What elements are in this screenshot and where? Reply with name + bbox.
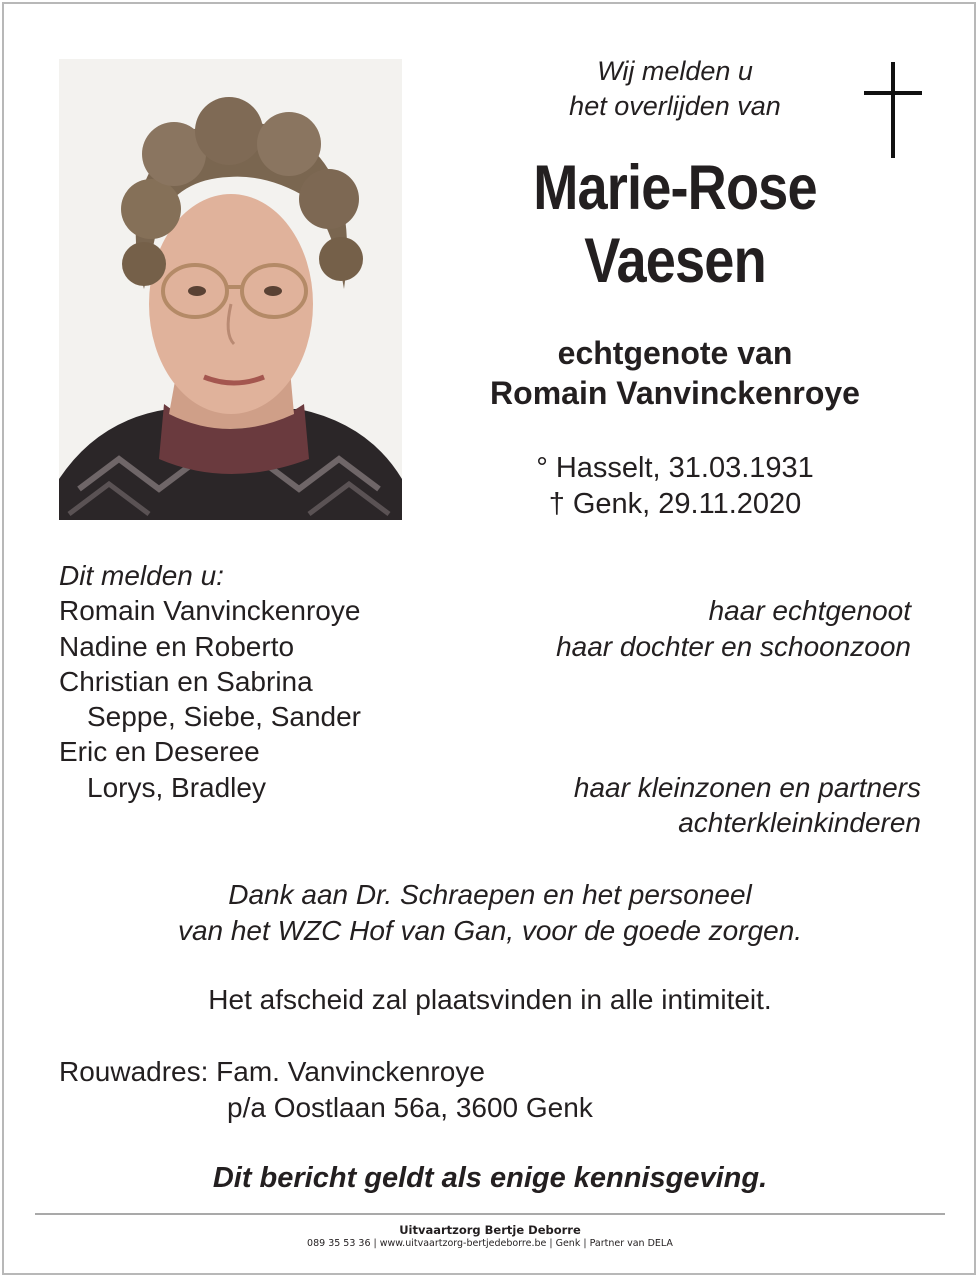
family-name: Nadine en Roberto [59, 630, 295, 662]
family-relation: achterkleinkinderen [678, 807, 921, 839]
spouse-label: echtgenote van [557, 335, 793, 371]
family-row [59, 734, 921, 769]
footer-company: Uitvaartzorg Bertje Deborre [399, 1223, 581, 1237]
family-row [59, 770, 921, 805]
footer-divider [35, 1213, 945, 1215]
intro-line-2: het overlijden van [569, 91, 781, 121]
thanks-text [60, 877, 920, 949]
family-row [59, 699, 921, 734]
intro-line-1: Wij melden u [597, 56, 753, 86]
announcement-list [59, 558, 921, 840]
family-name: Seppe, Siebe, Sander [87, 701, 361, 733]
family-name: Christian en Sabrina [59, 665, 313, 697]
address-line-1: Rouwadres: Fam. Vanvinckenroye [59, 1056, 485, 1087]
deceased-last-name: Vaesen [584, 226, 766, 296]
footer-contact: 089 35 53 36 | www.uitvaartzorg-bertjedeborre.be | Genk | Partner van DELA [307, 1238, 673, 1249]
family-name: Romain Vanvinckenroye [59, 595, 361, 627]
portrait-photo [59, 59, 402, 520]
family-relation: haar dochter en schoonzoon [556, 630, 911, 662]
footer [35, 1223, 945, 1251]
deceased-name [473, 152, 877, 298]
family-row [59, 664, 921, 699]
family-relation: haar echtgenoot [708, 595, 911, 627]
family-row [59, 805, 921, 840]
spouse-name: Romain Vanvinckenroye [490, 375, 860, 411]
death-date: † Genk, 29.11.2020 [548, 488, 802, 520]
life-dates [440, 450, 910, 522]
deceased-first-name: Marie-Rose [533, 153, 817, 223]
thanks-line-1: Dank aan Dr. Schraepen en het personeel [228, 879, 752, 910]
family-name: Eric en Deseree [59, 736, 260, 768]
announcement-heading: Dit melden u: [59, 560, 224, 591]
family-row [59, 593, 921, 628]
farewell-text: Het afscheid zal plaatsvinden in alle intimiteit. [208, 984, 772, 1015]
intro-text [440, 54, 910, 124]
spouse-block [440, 333, 910, 413]
birth-date: ° Hasselt, 31.03.1931 [536, 452, 814, 484]
mourning-address [59, 1054, 593, 1126]
family-relation: haar kleinzonen en partners [573, 771, 921, 803]
address-line-2: p/a Oostlaan 56a, 3600 Genk [227, 1092, 593, 1123]
thanks-line-2: van het WZC Hof van Gan, voor de goede zorgen. [177, 915, 803, 946]
notice-text: Dit bericht geldt als enige kennisgeving. [212, 1162, 768, 1194]
family-name: Lorys, Bradley [87, 771, 266, 803]
family-row [59, 629, 921, 664]
